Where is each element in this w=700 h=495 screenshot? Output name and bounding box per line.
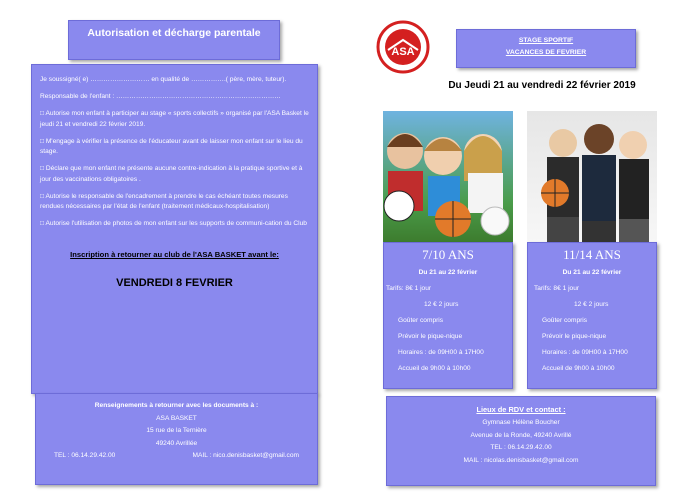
club-street: 15 rue de la Ternière xyxy=(146,427,207,435)
rdv-place: Gymnase Hélène Boucher xyxy=(482,419,560,427)
renseignements-title: Renseignements à retourner avec les documents à : xyxy=(94,402,259,409)
rdv-box xyxy=(386,396,656,486)
logo-text: ASA xyxy=(391,46,415,58)
inscription-deadline-label: Inscription à retourner au club de l'ASA BASKET avant le: xyxy=(70,250,279,260)
declaration-item-medical: □ Autorise le responsable de l'encadrement à prendre le cas échéant toutes mesures rendues nécessaires par l'état de l'enfant (traitement médicaux-hospitalisation) xyxy=(40,192,288,210)
declaration-line-child: Responsable de l'enfant : ………………………………………………………………… xyxy=(40,93,281,101)
stage-box xyxy=(456,29,636,68)
stage-dates-title: Du Jeudi 21 au vendredi 22 février 2019 xyxy=(448,80,636,91)
tarif-one-day: Tarifs: 8€ 1 jour xyxy=(534,285,580,292)
rdv-phone: TEL : 06.14.29.42.00 xyxy=(490,444,552,452)
rdv-title: Lieux de RDV et contact : xyxy=(476,405,566,414)
pique-nique: Prévoir le pique-nique xyxy=(398,333,463,340)
declaration-item-health: □ Déclare que mon enfant ne présente aucune contre-indication à la pratique sportive et à jour des vaccinations obligatoires . xyxy=(40,165,303,183)
declaration-line-name: Je soussigné( e) ……………………… en qualité de …………….( père, mère, tuteur). xyxy=(40,76,287,83)
horaires: Horaires : de 09H00 à 17H00 xyxy=(542,349,628,356)
gouter: Goûter compris xyxy=(542,317,588,324)
age-dates: Du 21 au 22 février xyxy=(418,269,478,276)
contact-row xyxy=(36,450,317,463)
age-dates: Du 21 au 22 février xyxy=(562,269,622,276)
rdv-email: MAIL : nicolas.denisbasket@gmail.com xyxy=(463,456,579,464)
declaration-item-photos: □ Autorise l'utilisation de photos de mon enfant sur les supports de communi-cation du Club xyxy=(40,220,307,228)
age-label: 11/14 ANS xyxy=(563,247,621,262)
accueil: Accueil de 9h00 à 10h00 xyxy=(398,365,471,372)
age-label: 7/10 ANS xyxy=(422,247,474,262)
renseignements-box xyxy=(35,393,318,485)
asa-logo xyxy=(376,20,430,74)
age-group-11-14 xyxy=(527,242,657,389)
tarif-two-days: 12 € 2 jours xyxy=(574,301,609,308)
age-group-7-10 xyxy=(383,242,513,389)
kids-photo-teen xyxy=(527,111,657,242)
declaration-item-participation: □ Autorise mon enfant à participer au stage « sports collectifs » organisé par l'ASA Basket le jeudi 21 et vendredi 22 février 2019. xyxy=(40,110,309,128)
declaration-item-educator: □ M'engage à vérifier la présence de l'éducateur avant de laisser mon enfant sur le lieu du stage. xyxy=(40,137,303,156)
authorization-title: Autorisation et décharge parentale xyxy=(68,20,280,60)
gouter: Goûter compris xyxy=(398,317,444,324)
club-email: MAIL : nico.denisbasket@gmail.com xyxy=(192,452,299,460)
rdv-address: Avenue de la Ronde, 49240 Avrillé xyxy=(470,431,572,439)
inscription-deadline-date: VENDREDI 8 FEVRIER xyxy=(116,277,233,290)
club-city: 49240 Avrillée xyxy=(155,439,198,447)
club-name: ASA BASKET xyxy=(156,414,197,422)
club-phone: TEL : 06.14.29.42.00 xyxy=(54,452,116,460)
declaration-box xyxy=(31,64,318,394)
horaires: Horaires : de 09H00 à 17H00 xyxy=(398,349,484,356)
stage-title: STAGE SPORTIF xyxy=(518,37,574,44)
tarif-two-days: 12 € 2 jours xyxy=(424,301,459,308)
kids-photo-young xyxy=(383,111,513,242)
accueil: Accueil de 9h00 à 10h00 xyxy=(542,365,615,372)
pique-nique: Prévoir le pique-nique xyxy=(542,333,607,340)
stage-subtitle: VACANCES DE FEVRIER xyxy=(505,49,587,57)
tarif-one-day: Tarifs: 8€ 1 jour xyxy=(386,285,432,292)
